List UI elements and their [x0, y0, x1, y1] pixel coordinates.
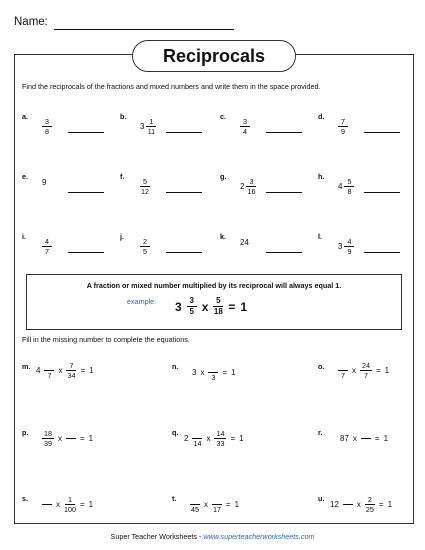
times-sign: x [58, 434, 62, 444]
answer-line[interactable] [266, 132, 302, 133]
example-fraction-1: $\frac{3}{5}$ [187, 297, 197, 316]
eq-u-whole: 12 [330, 500, 339, 510]
eq-q-label: q. [172, 428, 179, 437]
answer-line[interactable] [266, 192, 302, 193]
eq-u-label: u. [318, 494, 325, 503]
eq-t-blank-fraction-1[interactable]: 45 [190, 496, 200, 513]
item-label: a. [22, 112, 28, 121]
item-problem [140, 238, 150, 255]
eq-t-blank-fraction-2[interactable]: 17 [212, 496, 222, 513]
eq-t [190, 496, 239, 513]
item-problem [140, 118, 156, 135]
eq-u [330, 496, 392, 513]
name-line[interactable] [54, 29, 234, 30]
result-one: 1 [234, 500, 240, 510]
example-equals: = [228, 299, 236, 314]
example-equation [175, 297, 247, 316]
eq-t-label: t. [172, 494, 177, 503]
result-one: 1 [384, 366, 390, 376]
eq-q-whole: 2 [184, 434, 189, 444]
eq-q [184, 430, 244, 447]
times-sign: x [204, 500, 208, 510]
eq-p-blank[interactable] [66, 438, 76, 439]
answer-line[interactable] [166, 132, 202, 133]
footer-url[interactable]: www.superteacherworksheets.com [203, 532, 315, 541]
example-times: x [201, 299, 209, 314]
times-sign: x [200, 368, 205, 378]
result-one: 1 [89, 366, 94, 376]
result-one: 1 [231, 368, 236, 378]
eq-m-label: m. [22, 362, 31, 371]
eq-n [192, 364, 236, 381]
item-fraction: $\frac{2}{5}$ [140, 238, 150, 255]
result-one: 1 [88, 434, 94, 444]
times-sign: x [56, 500, 60, 510]
instructions-1: Find the reciprocals of the fractions and mixed numbers and write them in the space provided. [22, 82, 321, 91]
eq-u-blank[interactable] [343, 504, 353, 505]
times-sign: x [58, 366, 63, 376]
times-sign: x [352, 366, 356, 376]
item-fraction: $\frac{1}{11}$ [147, 117, 156, 137]
answer-line[interactable] [364, 132, 400, 133]
eq-n-label: n. [172, 362, 179, 371]
item-whole: 9 [42, 178, 47, 187]
example-fraction-2: $\frac{5}{18}$ [213, 296, 223, 316]
item-fraction: $\frac{3}{8}$ [42, 118, 52, 135]
answer-line[interactable] [364, 192, 400, 193]
result-one: 1 [383, 434, 389, 443]
eq-q-fraction: $\frac{14}{33}$ [216, 429, 225, 449]
eq-s-blank[interactable] [42, 504, 52, 505]
item-problem [42, 178, 46, 187]
eq-o [338, 362, 389, 379]
example-label: example: [127, 297, 157, 306]
item-problem [42, 238, 52, 255]
answer-line[interactable] [166, 192, 202, 193]
note-box [26, 274, 402, 330]
item-label: l. [318, 232, 322, 241]
item-fraction: $\frac{5}{8}$ [344, 178, 354, 195]
equals-sign: = [226, 500, 231, 510]
eq-s [42, 496, 93, 513]
eq-s-label: s. [22, 494, 28, 503]
instructions-2: Fill in the missing number to complete the equations. [22, 335, 190, 344]
result-one: 1 [387, 500, 393, 510]
equals-sign: = [376, 366, 381, 376]
name-label: Name: [14, 16, 48, 28]
equals-sign: = [222, 368, 228, 378]
answer-line[interactable] [364, 252, 400, 253]
eq-o-blank-fraction[interactable]: 7 [338, 362, 348, 379]
eq-o-label: o. [318, 362, 325, 371]
item-label: j. [120, 232, 124, 241]
equals-sign: = [80, 366, 86, 376]
item-label: e. [22, 172, 28, 181]
item-label: b. [120, 112, 127, 121]
result-one: 1 [88, 500, 94, 510]
item-fraction: $\frac{4}{9}$ [344, 238, 354, 255]
times-sign: x [352, 434, 357, 443]
footer-text: Super Teacher Worksheets - [110, 532, 204, 541]
item-problem [240, 118, 250, 135]
footer [0, 532, 425, 541]
eq-s-fraction: $\frac{1}{100}$ [64, 495, 76, 515]
answer-line[interactable] [68, 192, 104, 193]
equals-sign: = [80, 434, 85, 444]
item-label: k. [220, 232, 226, 241]
eq-r [340, 434, 388, 443]
equals-sign: = [230, 434, 236, 444]
example-whole: 3 [175, 299, 182, 314]
equals-sign: = [378, 500, 384, 510]
item-label: i. [22, 232, 26, 241]
equals-sign: = [374, 434, 380, 443]
eq-m-whole: 4 [36, 366, 41, 376]
item-label: h. [318, 172, 325, 181]
item-fraction: $\frac{3}{4}$ [240, 118, 250, 135]
times-sign: x [206, 434, 211, 444]
eq-m-blank-fraction[interactable]: 7 [44, 362, 54, 379]
eq-r-blank[interactable] [361, 438, 371, 439]
eq-m [36, 362, 94, 379]
item-fraction: $\frac{5}{12}$ [141, 177, 149, 197]
example-result: 1 [240, 299, 248, 314]
item-problem [140, 178, 150, 195]
eq-n-whole: 3 [192, 368, 197, 378]
item-label: f. [120, 172, 125, 181]
item-problem [338, 178, 354, 195]
eq-r-label: r. [318, 428, 323, 437]
item-problem [240, 178, 256, 195]
answer-line[interactable] [68, 252, 104, 253]
eq-p [42, 430, 93, 447]
eq-q-blank-fraction[interactable]: 14 [192, 430, 202, 447]
times-sign: x [356, 500, 361, 510]
eq-n-blank-fraction[interactable]: 3 [208, 364, 218, 381]
eq-m-fraction: $\frac{7}{34}$ [67, 361, 76, 381]
item-problem [42, 118, 52, 135]
equals-sign: = [80, 500, 85, 510]
result-one: 1 [239, 434, 244, 444]
item-label: d. [318, 112, 325, 121]
item-whole: 4 [338, 182, 343, 192]
item-label: c. [220, 112, 226, 121]
eq-u-fraction: $\frac{2}{25}$ [365, 495, 374, 515]
answer-line[interactable] [166, 252, 202, 253]
item-problem [338, 238, 354, 255]
item-whole: 2 [240, 182, 245, 192]
eq-p-fraction: $\frac{18}{39}$ [44, 429, 52, 449]
item-whole: 3 [140, 122, 145, 132]
eq-o-fraction: $\frac{24}{7}$ [362, 361, 370, 381]
item-problem [338, 118, 348, 135]
item-fraction: $\frac{7}{9}$ [338, 118, 348, 135]
answer-line[interactable] [68, 132, 104, 133]
item-fraction: $\frac{4}{7}$ [42, 238, 52, 255]
eq-r-whole: 87 [340, 434, 349, 443]
item-fraction: $\frac{3}{16}$ [247, 177, 256, 197]
eq-p-label: p. [22, 428, 29, 437]
note-text: A fraction or mixed number multiplied by its reciprocal will always equal 1. [86, 281, 342, 290]
page-title: Reciprocals [132, 40, 296, 72]
item-whole: 24 [240, 238, 249, 247]
answer-line[interactable] [266, 252, 302, 253]
item-problem [240, 238, 249, 247]
item-label: g. [220, 172, 227, 181]
item-whole: 3 [338, 242, 343, 252]
